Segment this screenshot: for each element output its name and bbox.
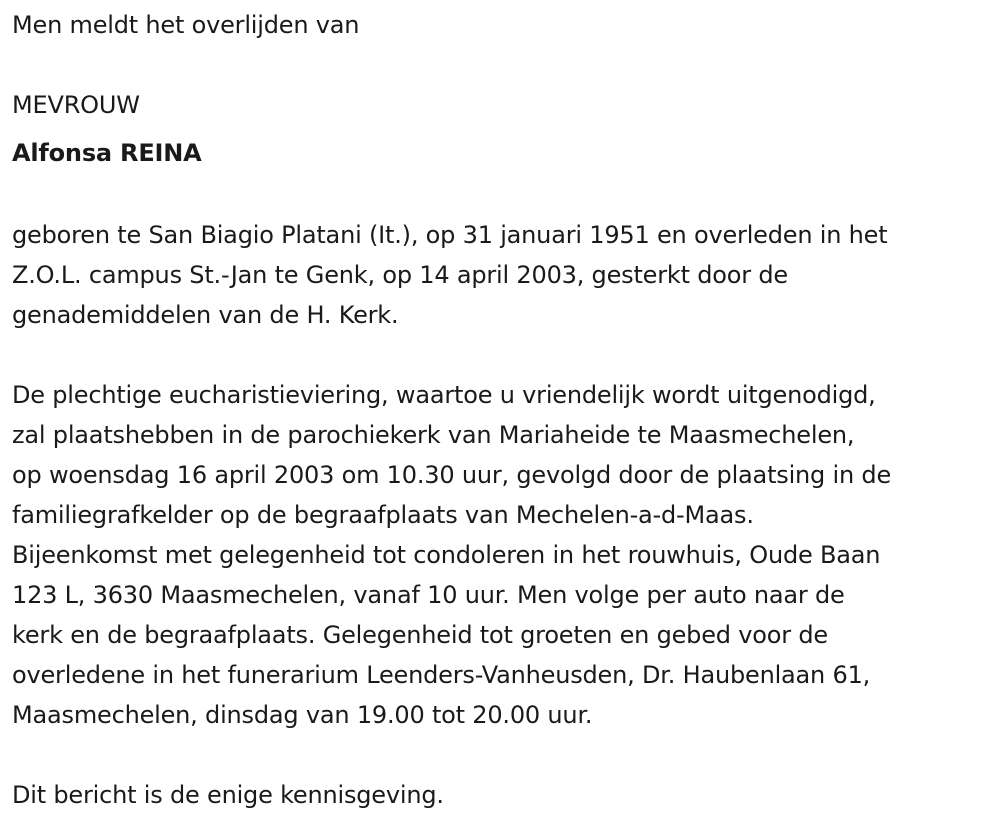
paragraph-line: kerk en de begraafplaats. Gelegenheid tot groeten en gebed voor de xyxy=(12,621,828,649)
paragraph-line: De plechtige eucharistieviering, waartoe u vriendelijk wordt uitgenodigd, xyxy=(12,381,876,409)
paragraph-line: Bijeenkomst met gelegenheid tot condoleren in het rouwhuis, Oude Baan xyxy=(12,541,881,569)
paragraph-line: Z.O.L. campus St.-Jan te Genk, op 14 april 2003, gesterkt door de xyxy=(12,261,788,289)
paragraph-line: genademiddelen van de H. Kerk. xyxy=(12,301,399,329)
paragraph-line: zal plaatshebben in de parochiekerk van Mariaheide te Maasmechelen, xyxy=(12,421,855,449)
paragraph-line: op woensdag 16 april 2003 om 10.30 uur, gevolgd door de plaatsing in de xyxy=(12,461,892,489)
paragraph-line: Maasmechelen, dinsdag van 19.00 tot 20.00 uur. xyxy=(12,701,593,729)
closing-text: Dit bericht is de enige kennisgeving. xyxy=(12,781,444,809)
honorific: MEVROUW xyxy=(12,91,140,119)
deceased-name: Alfonsa REINA xyxy=(12,139,202,167)
birth-death-paragraph xyxy=(12,215,887,335)
paragraph-line: 123 L, 3630 Maasmechelen, vanaf 10 uur. Men volge per auto naar de xyxy=(12,581,845,609)
ceremony-paragraph xyxy=(12,375,891,735)
paragraph-line: geboren te San Biagio Platani (It.), op 31 januari 1951 en overleden in het xyxy=(12,221,888,249)
paragraph-line: familiegrafkelder op de begraafplaats van Mechelen-a-d-Maas. xyxy=(12,501,754,529)
intro-text: Men meldt het overlijden van xyxy=(12,11,360,39)
paragraph-line: overledene in het funerarium Leenders-Vanheusden, Dr. Haubenlaan 61, xyxy=(12,661,871,689)
